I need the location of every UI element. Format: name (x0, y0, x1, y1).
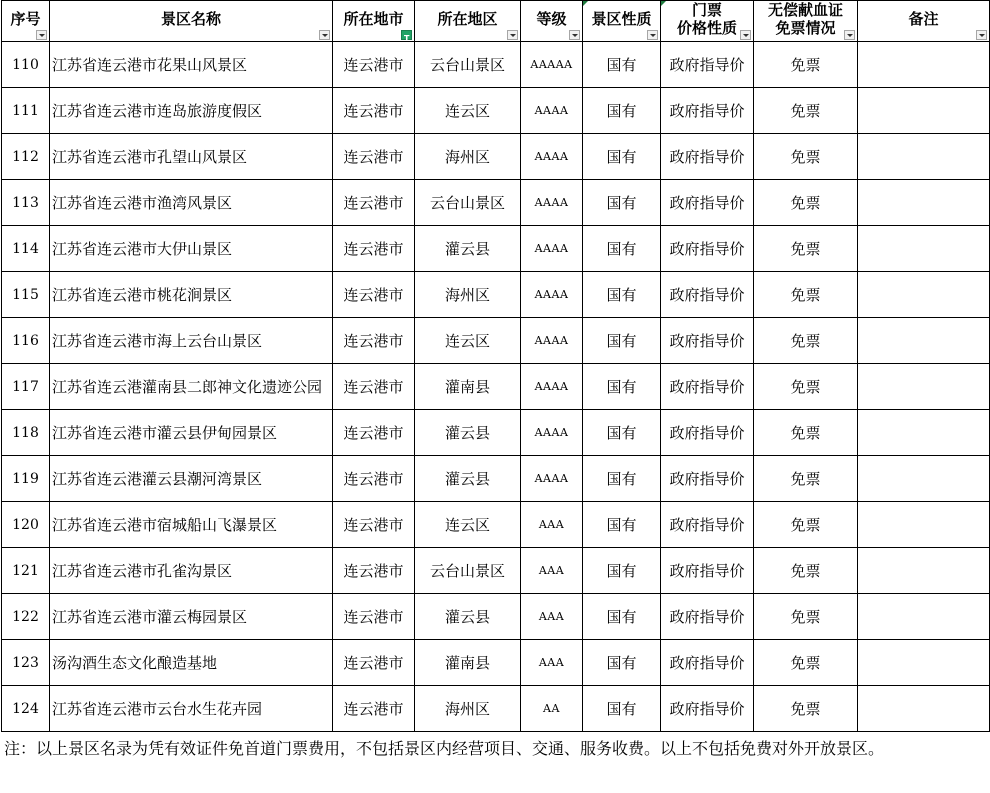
cell-name[interactable]: 江苏省连云港市孔望山风景区 (50, 134, 333, 180)
cell-district[interactable]: 灌南县 (415, 364, 521, 410)
cell-district[interactable]: 海州区 (415, 686, 521, 732)
cell-city[interactable]: 连云港市 (333, 364, 415, 410)
cell-blood[interactable]: 免票 (754, 594, 858, 640)
cell-grade[interactable]: AAAA (521, 364, 583, 410)
table-row (2, 272, 990, 318)
table-row (2, 42, 990, 88)
table-row (2, 226, 990, 272)
header-label: 备注 (908, 10, 939, 28)
cell-seq[interactable]: 121 (2, 548, 50, 594)
cell-grade[interactable]: AAAA (521, 134, 583, 180)
header-label: 等级 (536, 10, 567, 28)
header-grade (521, 1, 583, 42)
cell-nature[interactable]: 国有 (583, 226, 661, 272)
cell-blood[interactable]: 免票 (754, 502, 858, 548)
cell-name[interactable]: 江苏省连云港市孔雀沟景区 (50, 548, 333, 594)
footnote: 注：以上景区名录为凭有效证件免首道门票费用，不包括景区内经营项目、交通、服务收费。以上不包括免费对外开放景区。 (4, 739, 885, 758)
table-row (2, 548, 990, 594)
header-price (661, 1, 754, 42)
cell-district[interactable]: 海州区 (415, 272, 521, 318)
cell-nature[interactable]: 国有 (583, 594, 661, 640)
comment-indicator-icon (583, 1, 588, 6)
cell-name[interactable]: 江苏省连云港灌南县二郎神文化遗迹公园 (50, 364, 333, 410)
cell-remark[interactable] (858, 272, 990, 318)
cell-name[interactable]: 江苏省连云港市宿城船山飞瀑景区 (50, 502, 333, 548)
header-label: 所在地区 (437, 10, 498, 28)
filter-dropdown-icon[interactable] (647, 30, 658, 40)
cell-city[interactable]: 连云港市 (333, 180, 415, 226)
header-city (333, 1, 415, 42)
filter-dropdown-icon[interactable] (319, 30, 330, 40)
cell-city[interactable]: 连云港市 (333, 134, 415, 180)
cell-district[interactable]: 灌云县 (415, 410, 521, 456)
cell-blood[interactable]: 免票 (754, 42, 858, 88)
cell-remark[interactable] (858, 180, 990, 226)
cell-price[interactable]: 政府指导价 (661, 88, 754, 134)
cell-name[interactable]: 江苏省连云港市花果山风景区 (50, 42, 333, 88)
cell-nature[interactable]: 国有 (583, 456, 661, 502)
cell-district[interactable]: 灌云县 (415, 456, 521, 502)
cell-grade[interactable]: AAA (521, 548, 583, 594)
table-row (2, 410, 990, 456)
filter-dropdown-icon[interactable] (740, 30, 751, 40)
cell-name[interactable]: 江苏省连云港市灌云县伊甸园景区 (50, 410, 333, 456)
cell-grade[interactable]: AAAA (521, 410, 583, 456)
cell-grade[interactable]: AAAAA (521, 42, 583, 88)
cell-blood[interactable]: 免票 (754, 272, 858, 318)
cell-district[interactable]: 连云区 (415, 318, 521, 364)
cell-district[interactable]: 云台山景区 (415, 42, 521, 88)
cell-remark[interactable] (858, 364, 990, 410)
table-row (2, 686, 990, 732)
cell-city[interactable]: 连云港市 (333, 640, 415, 686)
cell-remark[interactable] (858, 640, 990, 686)
table-row (2, 364, 990, 410)
cell-blood[interactable]: 免票 (754, 548, 858, 594)
cell-grade[interactable]: AAAA (521, 318, 583, 364)
cell-nature[interactable]: 国有 (583, 42, 661, 88)
cell-district[interactable]: 海州区 (415, 134, 521, 180)
cell-grade[interactable]: AAA (521, 594, 583, 640)
table-body (2, 42, 990, 732)
cell-seq[interactable]: 111 (2, 88, 50, 134)
cell-city[interactable]: 连云港市 (333, 226, 415, 272)
table-row (2, 502, 990, 548)
scenic-spot-table (1, 0, 990, 732)
cell-seq[interactable]: 114 (2, 226, 50, 272)
cell-seq[interactable]: 112 (2, 134, 50, 180)
header-nature (583, 1, 661, 42)
header-label: 无偿献血证 免票情况 (767, 1, 843, 37)
cell-grade[interactable]: AA (521, 686, 583, 732)
table-row (2, 88, 990, 134)
cell-remark[interactable] (858, 318, 990, 364)
cell-grade[interactable]: AAAA (521, 272, 583, 318)
cell-seq[interactable]: 115 (2, 272, 50, 318)
cell-blood[interactable]: 免票 (754, 640, 858, 686)
table-row (2, 640, 990, 686)
cell-name[interactable]: 江苏省连云港市大伊山景区 (50, 226, 333, 272)
cell-grade[interactable]: AAAA (521, 226, 583, 272)
cell-remark[interactable] (858, 686, 990, 732)
cell-remark[interactable] (858, 88, 990, 134)
cell-grade[interactable]: AAA (521, 640, 583, 686)
table-row (2, 180, 990, 226)
cell-district[interactable]: 云台山景区 (415, 548, 521, 594)
cell-blood[interactable]: 免票 (754, 88, 858, 134)
cell-price[interactable]: 政府指导价 (661, 502, 754, 548)
cell-city[interactable]: 连云港市 (333, 548, 415, 594)
cell-city[interactable]: 连云港市 (333, 502, 415, 548)
cell-seq[interactable]: 124 (2, 686, 50, 732)
cell-name[interactable]: 江苏省连云港市灌云梅园景区 (50, 594, 333, 640)
cell-seq[interactable]: 119 (2, 456, 50, 502)
cell-nature[interactable]: 国有 (583, 640, 661, 686)
cell-nature[interactable]: 国有 (583, 686, 661, 732)
cell-nature[interactable]: 国有 (583, 134, 661, 180)
header-label: 所在地市 (343, 10, 404, 28)
header-label: 门票 价格性质 (676, 1, 737, 37)
cell-city[interactable]: 连云港市 (333, 318, 415, 364)
header-district (415, 1, 521, 42)
cell-city[interactable]: 连云港市 (333, 272, 415, 318)
header-name (50, 1, 333, 42)
table-row (2, 318, 990, 364)
cell-price[interactable]: 政府指导价 (661, 42, 754, 88)
filter-dropdown-icon[interactable] (36, 30, 47, 40)
cell-grade[interactable]: AAAA (521, 180, 583, 226)
header-label: 景区性质 (591, 10, 652, 28)
cell-district[interactable]: 灌云县 (415, 594, 521, 640)
cell-seq[interactable]: 118 (2, 410, 50, 456)
cell-seq[interactable]: 113 (2, 180, 50, 226)
cell-nature[interactable]: 国有 (583, 410, 661, 456)
cell-city[interactable]: 连云港市 (333, 410, 415, 456)
cell-grade[interactable]: AAAA (521, 88, 583, 134)
cell-district[interactable]: 灌南县 (415, 640, 521, 686)
cell-price[interactable]: 政府指导价 (661, 410, 754, 456)
cell-nature[interactable]: 国有 (583, 502, 661, 548)
cell-district[interactable]: 连云区 (415, 88, 521, 134)
header-seq (2, 1, 50, 42)
cell-remark[interactable] (858, 410, 990, 456)
table-row (2, 456, 990, 502)
cell-remark[interactable] (858, 226, 990, 272)
cell-price[interactable]: 政府指导价 (661, 226, 754, 272)
cell-price[interactable]: 政府指导价 (661, 134, 754, 180)
header-label: 序号 (10, 10, 41, 28)
cell-blood[interactable]: 免票 (754, 134, 858, 180)
cell-district[interactable]: 连云区 (415, 502, 521, 548)
cell-remark[interactable] (858, 456, 990, 502)
header-row (2, 1, 990, 42)
cell-blood[interactable]: 免票 (754, 410, 858, 456)
cell-name[interactable]: 江苏省连云港市云台水生花卉园 (50, 686, 333, 732)
cell-nature[interactable]: 国有 (583, 88, 661, 134)
cell-district[interactable]: 云台山景区 (415, 180, 521, 226)
cell-seq[interactable]: 123 (2, 640, 50, 686)
cell-remark[interactable] (858, 502, 990, 548)
cell-grade[interactable]: AAAA (521, 456, 583, 502)
table-row (2, 134, 990, 180)
cell-seq[interactable]: 110 (2, 42, 50, 88)
cell-remark[interactable] (858, 594, 990, 640)
cell-price[interactable]: 政府指导价 (661, 686, 754, 732)
cell-city[interactable]: 连云港市 (333, 594, 415, 640)
cell-price[interactable]: 政府指导价 (661, 548, 754, 594)
cell-nature[interactable]: 国有 (583, 548, 661, 594)
filter-dropdown-icon[interactable] (976, 30, 987, 40)
cell-name[interactable]: 江苏省连云港灌云县潮河湾景区 (50, 456, 333, 502)
cell-price[interactable]: 政府指导价 (661, 456, 754, 502)
cell-price[interactable]: 政府指导价 (661, 640, 754, 686)
cell-city[interactable]: 连云港市 (333, 42, 415, 88)
filter-active-icon[interactable] (401, 30, 412, 40)
cell-remark[interactable] (858, 548, 990, 594)
cell-name[interactable]: 江苏省连云港市海上云台山景区 (50, 318, 333, 364)
cell-blood[interactable]: 免票 (754, 686, 858, 732)
cell-nature[interactable]: 国有 (583, 364, 661, 410)
cell-price[interactable]: 政府指导价 (661, 364, 754, 410)
cell-price[interactable]: 政府指导价 (661, 594, 754, 640)
cell-district[interactable]: 灌云县 (415, 226, 521, 272)
header-blood (754, 1, 858, 42)
cell-blood[interactable]: 免票 (754, 364, 858, 410)
table-row (2, 594, 990, 640)
cell-seq[interactable]: 116 (2, 318, 50, 364)
cell-remark[interactable] (858, 134, 990, 180)
filter-dropdown-icon[interactable] (507, 30, 518, 40)
cell-nature[interactable]: 国有 (583, 318, 661, 364)
cell-nature[interactable]: 国有 (583, 272, 661, 318)
header-label: 景区名称 (160, 10, 221, 28)
cell-nature[interactable]: 国有 (583, 180, 661, 226)
header-remark (858, 1, 990, 42)
filter-dropdown-icon[interactable] (569, 30, 580, 40)
cell-price[interactable]: 政府指导价 (661, 318, 754, 364)
cell-city[interactable]: 连云港市 (333, 686, 415, 732)
cell-price[interactable]: 政府指导价 (661, 272, 754, 318)
cell-blood[interactable]: 免票 (754, 226, 858, 272)
filter-dropdown-icon[interactable] (844, 30, 855, 40)
cell-seq[interactable]: 122 (2, 594, 50, 640)
cell-seq[interactable]: 120 (2, 502, 50, 548)
cell-name[interactable]: 江苏省连云港市桃花涧景区 (50, 272, 333, 318)
cell-blood[interactable]: 免票 (754, 456, 858, 502)
cell-seq[interactable]: 117 (2, 364, 50, 410)
cell-grade[interactable]: AAA (521, 502, 583, 548)
cell-blood[interactable]: 免票 (754, 318, 858, 364)
cell-remark[interactable] (858, 42, 990, 88)
cell-name[interactable]: 江苏省连云港市渔湾风景区 (50, 180, 333, 226)
cell-blood[interactable]: 免票 (754, 180, 858, 226)
cell-price[interactable]: 政府指导价 (661, 180, 754, 226)
cell-name[interactable]: 汤沟酒生态文化酿造基地 (50, 640, 333, 686)
cell-city[interactable]: 连云港市 (333, 88, 415, 134)
cell-name[interactable]: 江苏省连云港市连岛旅游度假区 (50, 88, 333, 134)
cell-city[interactable]: 连云港市 (333, 456, 415, 502)
